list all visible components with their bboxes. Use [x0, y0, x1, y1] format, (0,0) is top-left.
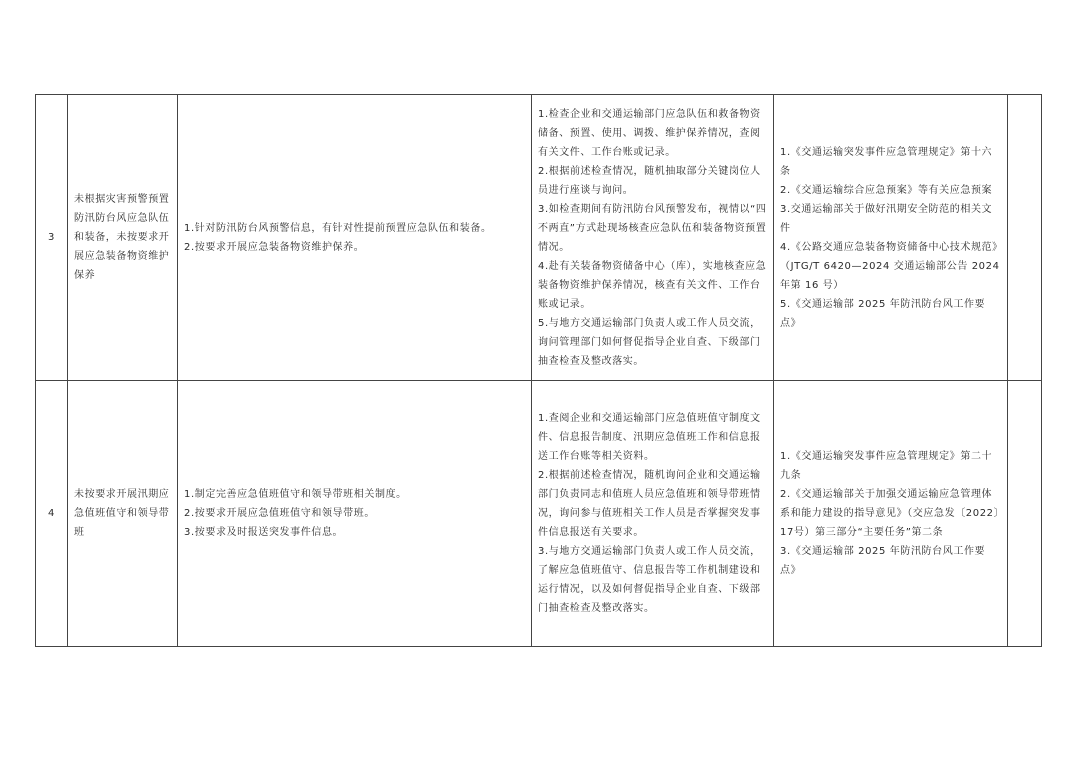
requirement-line: 2.按要求开展应急装备物资维护保养。 [184, 241, 365, 253]
method-line: 5.与地方交通运输部门负责人或工作人员交流，询问管理部门如何督促指导企业自查、下级部门抽查检查及整改落实。 [538, 317, 761, 367]
note-cell [1008, 381, 1042, 647]
requirement-line: 2.按要求开展应急值班值守和领导带班。 [184, 508, 375, 519]
requirements-cell [178, 95, 532, 381]
table-row [36, 381, 1042, 647]
basis-line: 4.《公路交通应急装备物资储备中心技术规范》（JTG/T 6420—2024 交通运输部公告 2024 年第 16 号） [780, 241, 1000, 291]
requirement-line: 3.按要求及时报送突发事件信息。 [184, 527, 344, 538]
requirement-line: 1.针对防汛防台风预警信息，有针对性提前预置应急队伍和装备。 [184, 222, 492, 234]
basis-cell [774, 95, 1008, 381]
issue-item: 未根据灾害预警预置防汛防台风应急队伍和装备，未按要求开展应急装备物资维护保养 [68, 95, 178, 381]
requirement-line: 1.制定完善应急值班值守和领导带班相关制度。 [184, 489, 407, 500]
method-line: 3.与地方交通运输部门负责人或工作人员交流，了解应急值班值守、信息报告等工作机制建设和运行情况，以及如何督促指导企业自查、下级部门抽查检查及整改落实。 [538, 546, 761, 614]
table-row [36, 95, 1042, 381]
issue-item: 未按要求开展汛期应急值班值守和领导带班 [68, 381, 178, 647]
methods-cell [532, 95, 774, 381]
note-cell [1008, 95, 1042, 381]
basis-line: 3.交通运输部关于做好汛期安全防范的相关文件 [780, 203, 993, 234]
basis-line: 1.《交通运输突发事件应急管理规定》第十六条 [780, 146, 993, 177]
method-line: 2.根据前述检查情况，随机抽取部分关键岗位人员进行座谈与询问。 [538, 165, 761, 196]
row-number: 4 [36, 381, 68, 647]
method-line: 1.查阅企业和交通运输部门应急值班值守制度文件、信息报告制度、汛期应急值班工作和信息报送工作台账等相关资料。 [538, 413, 761, 462]
basis-line: 2.《交通运输综合应急预案》等有关应急预案 [780, 184, 993, 196]
method-line: 1.检查企业和交通运输部门应急队伍和救备物资储备、预置、使用、调拨、维护保养情况，查阅有关文件、工作台账或记录。 [538, 108, 761, 158]
inspection-table [35, 94, 1042, 647]
method-line: 3.如检查期间有防汛防台风预警发布，视情以“四不两直”方式赴现场核查应急队伍和装备物资预置情况。 [538, 203, 767, 253]
requirements-cell [178, 381, 532, 647]
basis-cell [774, 381, 1008, 647]
row-number: 3 [36, 95, 68, 381]
methods-cell [532, 381, 774, 647]
basis-line: 1.《交通运输突发事件应急管理规定》第二十九条 [780, 451, 993, 481]
basis-line: 3.《交通运输部 2025 年防汛防台风工作要点》 [780, 546, 986, 576]
method-line: 4.赴有关装备物资储备中心（库），实地核查应急装备物资维护保养情况，核查有关文件、工作台账或记录。 [538, 260, 767, 310]
basis-line: 5.《交通运输部 2025 年防汛防台风工作要点》 [780, 298, 986, 329]
basis-line: 2.《交通运输部关于加强交通运输应急管理体系和能力建设的指导意见》（交应急发〔2022〕17号）第三部分“主要任务”第二条 [780, 489, 1000, 538]
method-line: 2.根据前述检查情况，随机询问企业和交通运输部门负责同志和值班人员应急值班和领导带班情况，询问参与值班相关工作人员是否掌握突发事件信息报送有关要求。 [538, 470, 761, 538]
